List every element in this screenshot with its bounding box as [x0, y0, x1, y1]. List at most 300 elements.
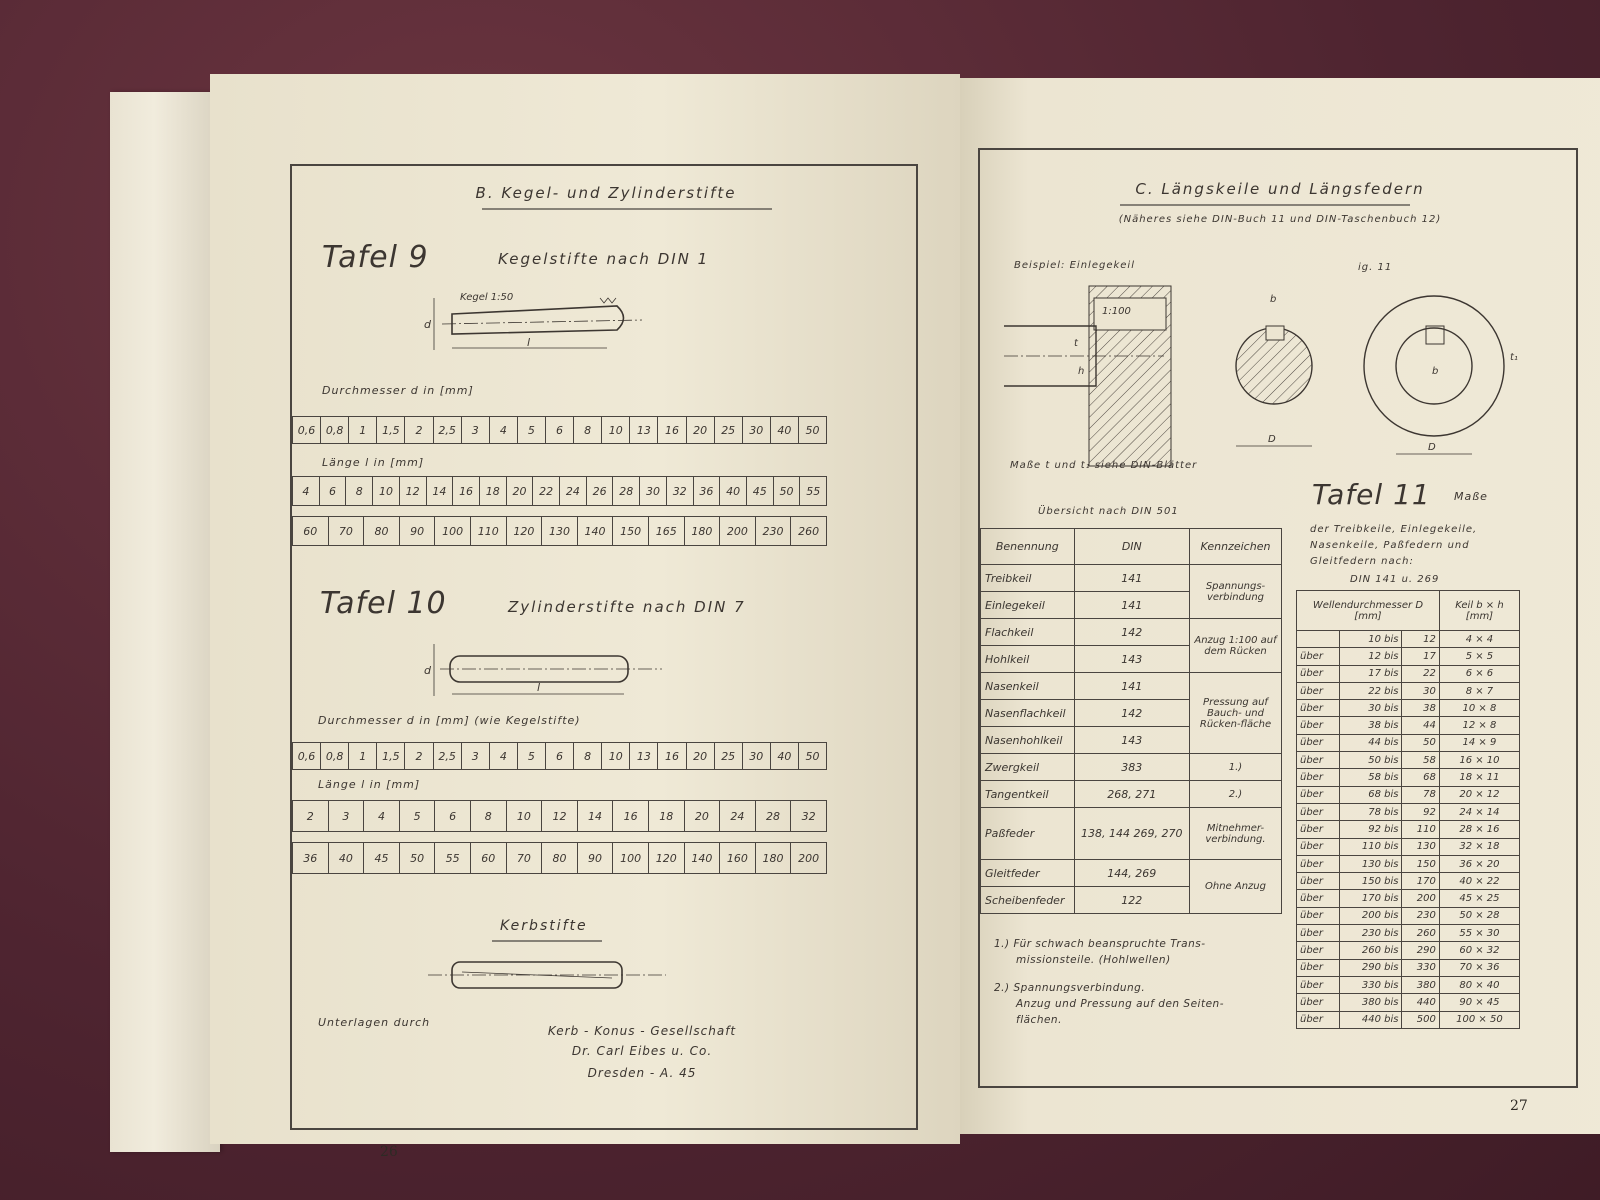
keil-table-cell: über: [1297, 682, 1340, 699]
tafel10-subtitle: Zylinderstifte nach DIN 7: [508, 598, 746, 616]
keil-table-cell: 60 × 32: [1439, 942, 1519, 959]
size-cell: 10: [602, 743, 630, 769]
section-title-b: B. Kegel- und Zylinderstifte: [475, 184, 737, 202]
size-cell: 110: [471, 517, 507, 545]
keil-table-cell: 38: [1402, 700, 1439, 717]
keil-table-cell: 68 bis: [1339, 786, 1402, 803]
keil-table-cell: 290: [1402, 942, 1439, 959]
example-label: Beispiel: Einlegekeil: [1014, 260, 1135, 271]
keil-table-cell: 16 × 10: [1439, 752, 1519, 769]
keil-table-row: [1297, 717, 1520, 734]
size-cell: 2,5: [434, 417, 462, 443]
din-benennung-cell: Einlegekeil: [981, 592, 1075, 619]
keil-table-cell: 32 × 18: [1439, 838, 1519, 855]
keil-table-cell: 150: [1402, 855, 1439, 872]
keil-table-row: [1297, 925, 1520, 942]
size-cell: 100: [613, 843, 649, 873]
right-page-frame: [978, 148, 1578, 1088]
page-stack-edge: [110, 92, 220, 1152]
keil-table-cell: 22: [1402, 665, 1439, 682]
keil-table-row: [1297, 665, 1520, 682]
keil-table-cell: 8 × 7: [1439, 682, 1519, 699]
page-number-right: 27: [1510, 1098, 1528, 1114]
kegelstift-drawing: [412, 284, 652, 364]
keil-table-cell: 18 × 11: [1439, 769, 1519, 786]
din-kennzeichen-cell: Pressung auf Bauch- und Rücken-fläche: [1190, 673, 1282, 754]
din-kennzeichen-cell: 1.): [1190, 754, 1282, 781]
size-cell: 3: [462, 417, 490, 443]
einlegekeil-drawing: [1004, 276, 1564, 476]
din-benennung-cell: Nasenkeil: [981, 673, 1075, 700]
keil-table-cell: 330 bis: [1339, 976, 1402, 993]
keil-table-row: [1297, 873, 1520, 890]
size-cell: 8: [574, 417, 602, 443]
keil-table-cell: 78 bis: [1339, 803, 1402, 820]
tafel9-label: Tafel 9: [322, 240, 429, 275]
size-cell: 8: [574, 743, 602, 769]
din-benennung-cell: Paßfeder: [981, 808, 1075, 860]
size-cell: 32: [801, 809, 816, 823]
keil-table-row: [1297, 976, 1520, 993]
size-cell: 12: [542, 801, 578, 831]
size-cell: 28: [613, 477, 640, 505]
keil-table-cell: 58 bis: [1339, 769, 1402, 786]
din-table-row: [981, 673, 1282, 700]
keil-table-cell: 10 × 8: [1439, 700, 1519, 717]
size-cell: 1: [349, 417, 377, 443]
din-number-cell: 141: [1074, 673, 1189, 700]
size-cell: 24: [720, 801, 756, 831]
keil-table-cell: 40 × 22: [1439, 873, 1519, 890]
din-table-row: [981, 754, 1282, 781]
size-cell: 32: [667, 477, 694, 505]
keil-table-row: [1297, 700, 1520, 717]
left-page-frame: [290, 164, 918, 1130]
keil-table-cell: 68: [1402, 769, 1439, 786]
keil-table-cell: 150 bis: [1339, 873, 1402, 890]
dim-t1-label: t₁: [1510, 352, 1518, 363]
company-line-1: Kerb - Konus - Gesellschaft: [547, 1024, 737, 1038]
keil-table-cell: über: [1297, 873, 1340, 890]
keil-table-cell: 170 bis: [1339, 890, 1402, 907]
keil-table-cell: 24 × 14: [1439, 803, 1519, 820]
size-cell: 55: [806, 484, 821, 498]
tafel9-subtitle: Kegelstifte nach DIN 1: [498, 250, 710, 268]
open-book: [110, 52, 1550, 1162]
tafel9-length-caption: Länge l in [mm]: [322, 456, 425, 469]
din-benennung-cell: Zwergkeil: [981, 754, 1075, 781]
keil-table-row: [1297, 907, 1520, 924]
din-benennung-cell: Gleitfeder: [981, 860, 1075, 887]
keil-table-cell: über: [1297, 752, 1340, 769]
keil-table-cell: 17: [1402, 648, 1439, 665]
size-cell: 160: [720, 843, 756, 873]
size-cell: 70: [507, 843, 543, 873]
tafel10-length-caption: Länge l in [mm]: [318, 778, 421, 791]
keil-table-cell: 44: [1402, 717, 1439, 734]
size-cell: 80: [542, 843, 578, 873]
keil-table-cell: über: [1297, 838, 1340, 855]
keil-table-row: [1297, 855, 1520, 872]
keil-table-cell: 10 bis: [1339, 631, 1402, 648]
company-line-3: Dresden - A. 45: [587, 1066, 697, 1080]
keil-table-cell: über: [1297, 1011, 1340, 1028]
size-cell: 180: [756, 843, 792, 873]
keil-table-cell: 22 bis: [1339, 682, 1402, 699]
size-cell: 90: [578, 843, 614, 873]
tafel9-dim-l: l: [527, 336, 531, 349]
keil-table-cell: 45 × 25: [1439, 890, 1519, 907]
din-number-cell: 143: [1074, 727, 1189, 754]
keil-table-row: [1297, 734, 1520, 751]
din-number-cell: 141: [1074, 565, 1189, 592]
keil-table-cell: über: [1297, 803, 1340, 820]
keil-table-cell: 230 bis: [1339, 925, 1402, 942]
keil-table-row: [1297, 682, 1520, 699]
keil-table-row: [1297, 631, 1520, 648]
size-cell: 50: [805, 749, 820, 763]
din-number-cell: 268, 271: [1074, 781, 1189, 808]
size-cell: 0,8: [321, 743, 349, 769]
size-cell: 120: [649, 843, 685, 873]
keil-table-cell: 58: [1402, 752, 1439, 769]
din-table-header: DIN: [1074, 529, 1189, 565]
din-table-row: [981, 860, 1282, 887]
din-number-cell: 143: [1074, 646, 1189, 673]
keil-table-cell: 50: [1402, 734, 1439, 751]
keil-table-row: [1297, 838, 1520, 855]
tafel11-label: Tafel 11: [1312, 478, 1431, 511]
keil-table-cell: 200 bis: [1339, 907, 1402, 924]
size-cell: 5: [518, 417, 546, 443]
dim-d-label-1: D: [1268, 434, 1276, 445]
zylinderstift-drawing: [412, 636, 672, 706]
section-subtitle-c: (Näheres siehe DIN-Buch 11 und DIN-Taschenbuch 12): [1118, 214, 1442, 225]
tafel10-diameter-row: [292, 742, 827, 770]
taper-label: 1:100: [1102, 306, 1131, 317]
footnote-1-line-2: missionsteile. (Hohlwellen): [1016, 954, 1171, 966]
size-cell: 6: [546, 417, 574, 443]
keil-table-row: [1297, 959, 1520, 976]
size-cell: 28: [756, 801, 792, 831]
keil-table-cell: über: [1297, 890, 1340, 907]
keil-table-cell: 80 × 40: [1439, 976, 1519, 993]
tafel10-dim-d: d: [424, 664, 431, 677]
dim-b-label-2: b: [1432, 366, 1439, 377]
keil-table-cell: über: [1297, 821, 1340, 838]
keil-table-cell: 110 bis: [1339, 838, 1402, 855]
footnote-2-line-2: Anzug und Pressung auf den Seiten-: [1016, 998, 1224, 1010]
tafel9-dim-d: d: [424, 318, 431, 331]
dim-t-label: t: [1074, 338, 1078, 349]
din-benennung-cell: Flachkeil: [981, 619, 1075, 646]
size-cell: 25: [715, 743, 743, 769]
size-cell: 30: [640, 477, 667, 505]
din-table-header: Kennzeichen: [1190, 529, 1282, 565]
size-cell: 260: [798, 524, 820, 538]
keil-table-row: [1297, 994, 1520, 1011]
keil-table-row: [1297, 821, 1520, 838]
title-underline-c: [1120, 202, 1410, 208]
dim-d-label-2: D: [1428, 442, 1436, 453]
tafel10-dim-l: l: [537, 681, 541, 694]
dim-b-label: b: [1270, 294, 1277, 305]
din-table-header: Benennung: [981, 529, 1075, 565]
size-cell: 30: [743, 417, 771, 443]
keil-table-cell: 30 bis: [1339, 700, 1402, 717]
tafel9-length-row-2: [292, 516, 827, 546]
tafel10-length-row-2: [292, 842, 827, 874]
size-cell: 25: [715, 417, 743, 443]
din-table-row: [981, 808, 1282, 860]
keil-table-cell: 12: [1402, 631, 1439, 648]
din-kennzeichen-cell: 2.): [1190, 781, 1282, 808]
tafel11-masse: Maße: [1454, 490, 1488, 503]
size-cell: 6: [320, 477, 347, 505]
keil-table-cell: über: [1297, 994, 1340, 1011]
keil-table-cell: 170: [1402, 873, 1439, 890]
keil-table-cell: über: [1297, 907, 1340, 924]
size-cell: 45: [364, 843, 400, 873]
size-cell: 16: [453, 477, 480, 505]
size-cell: 26: [587, 477, 614, 505]
keil-table-cell: über: [1297, 925, 1340, 942]
keil-table-cell: 260: [1402, 925, 1439, 942]
keil-table-cell: 110: [1402, 821, 1439, 838]
keil-table-cell: 200: [1402, 890, 1439, 907]
keil-table-cell: über: [1297, 648, 1340, 665]
keil-table-header-wellen: Wellendurchmesser D [mm]: [1297, 591, 1440, 631]
size-cell: 16: [613, 801, 649, 831]
keil-table-cell: über: [1297, 959, 1340, 976]
keil-table-cell: 6 × 6: [1439, 665, 1519, 682]
size-cell: 2: [405, 743, 433, 769]
size-cell: 36: [694, 477, 721, 505]
keil-table-row: [1297, 803, 1520, 820]
size-cell: 16: [658, 743, 686, 769]
size-cell: 5: [400, 801, 436, 831]
size-cell: 4: [364, 801, 400, 831]
size-cell: 10: [507, 801, 543, 831]
din-number-cell: 122: [1074, 887, 1189, 914]
tafel9-length-row-1: [292, 476, 827, 506]
size-cell: 8: [346, 477, 373, 505]
keil-table-cell: 38 bis: [1339, 717, 1402, 734]
right-page: [960, 78, 1600, 1134]
din-number-cell: 144, 269: [1074, 860, 1189, 887]
keil-table-cell: 70 × 36: [1439, 959, 1519, 976]
size-cell: 14: [427, 477, 454, 505]
keil-table-row: [1297, 752, 1520, 769]
size-cell: 130: [542, 517, 578, 545]
keil-table-cell: 36 × 20: [1439, 855, 1519, 872]
keil-table-cell: über: [1297, 665, 1340, 682]
size-cell: 13: [630, 743, 658, 769]
size-cell: 40: [720, 477, 747, 505]
size-cell: 40: [329, 843, 365, 873]
size-cell: 12: [400, 477, 427, 505]
size-cell: 140: [685, 843, 721, 873]
size-cell: 22: [533, 477, 560, 505]
keil-table-cell: 20 × 12: [1439, 786, 1519, 803]
size-cell: 60: [471, 843, 507, 873]
size-cell: 24: [560, 477, 587, 505]
kegel-ratio-label: Kegel 1:50: [460, 292, 514, 303]
size-cell: 0,8: [321, 417, 349, 443]
keil-table-row: [1297, 1011, 1520, 1028]
din-kennzeichen-cell: Ohne Anzug: [1190, 860, 1282, 914]
keil-table-cell: 78: [1402, 786, 1439, 803]
keil-table-cell: 55 × 30: [1439, 925, 1519, 942]
keil-table-cell: 100 × 50: [1439, 1011, 1519, 1028]
din-kennzeichen-cell: Anzug 1:100 auf dem Rücken: [1190, 619, 1282, 673]
keil-table-cell: über: [1297, 942, 1340, 959]
keil-table-cell: über: [1297, 786, 1340, 803]
keil-table-cell: 50 × 28: [1439, 907, 1519, 924]
tafel11-din-ref: DIN 141 u. 269: [1350, 574, 1440, 585]
size-cell: 50: [805, 423, 820, 437]
keil-table-cell: über: [1297, 700, 1340, 717]
size-cell: 4: [490, 743, 518, 769]
dim-h-label: h: [1078, 366, 1085, 377]
company-line-2: Dr. Carl Eibes u. Co.: [571, 1044, 713, 1058]
left-page: [210, 74, 960, 1160]
size-cell: 40: [771, 417, 799, 443]
masse-note: Maße t und t₁ siehe DIN-Blätter: [1010, 460, 1198, 471]
size-cell: 5: [518, 743, 546, 769]
size-cell: 4: [293, 477, 320, 505]
size-cell: 16: [658, 417, 686, 443]
keil-table-cell: 130: [1402, 838, 1439, 855]
tafel10-diameter-caption: Durchmesser d in [mm] (wie Kegelstifte): [318, 714, 581, 727]
size-cell: 1,5: [377, 417, 405, 443]
size-cell: 10: [373, 477, 400, 505]
size-cell: 3: [462, 743, 490, 769]
size-cell: 200: [798, 851, 820, 865]
din-kennzeichen-cell: Spannungs-verbindung: [1190, 565, 1282, 619]
size-cell: 18: [649, 801, 685, 831]
tafel11-description: der Treibkeile, Einlegekeile, Nasenkeile, Paßfedern und Gleitfedern nach:: [1310, 524, 1478, 567]
keil-table-cell: 330: [1402, 959, 1439, 976]
size-cell: 20: [687, 417, 715, 443]
keil-table-cell: 92 bis: [1339, 821, 1402, 838]
keil-table-cell: 92: [1402, 803, 1439, 820]
size-cell: 10: [602, 417, 630, 443]
size-cell: 165: [649, 517, 685, 545]
page-number-left: 26: [380, 1144, 398, 1160]
size-cell: 50: [774, 477, 801, 505]
size-cell: 0,6: [293, 417, 321, 443]
keil-table-cell: über: [1297, 976, 1340, 993]
size-cell: 20: [687, 743, 715, 769]
din-benennung-cell: Hohlkeil: [981, 646, 1075, 673]
keil-table-cell: 12 × 8: [1439, 717, 1519, 734]
size-cell: 180: [685, 517, 721, 545]
size-cell: 150: [613, 517, 649, 545]
size-cell: 0,6: [293, 743, 321, 769]
din-benennung-cell: Tangentkeil: [981, 781, 1075, 808]
din-number-cell: 142: [1074, 619, 1189, 646]
fig-label: ig. 11: [1358, 262, 1393, 273]
kerbstifte-title: Kerbstifte: [500, 918, 588, 934]
keil-table-cell: 12 bis: [1339, 648, 1402, 665]
tafel11-table: [1296, 590, 1520, 1029]
keil-table-cell: 30: [1402, 682, 1439, 699]
title-underline: [482, 206, 772, 212]
size-cell: 55: [435, 843, 471, 873]
keil-table-cell: 17 bis: [1339, 665, 1402, 682]
size-cell: 4: [490, 417, 518, 443]
din-number-cell: 141: [1074, 592, 1189, 619]
kerbstift-drawing: [422, 956, 672, 996]
keil-table-row: [1297, 942, 1520, 959]
keil-table-cell: 4 × 4: [1439, 631, 1519, 648]
din-number-cell: 138, 144 269, 270: [1074, 808, 1189, 860]
size-cell: 120: [507, 517, 543, 545]
size-cell: 90: [400, 517, 436, 545]
din-benennung-cell: Treibkeil: [981, 565, 1075, 592]
din-number-cell: 142: [1074, 700, 1189, 727]
keil-table-row: [1297, 769, 1520, 786]
size-cell: 8: [471, 801, 507, 831]
din-benennung-cell: Nasenhohlkeil: [981, 727, 1075, 754]
keil-table-cell: 130 bis: [1339, 855, 1402, 872]
keil-table-row: [1297, 786, 1520, 803]
keil-table-cell: 90 × 45: [1439, 994, 1519, 1011]
size-cell: 20: [685, 801, 721, 831]
din-kennzeichen-cell: Mitnehmer-verbindung.: [1190, 808, 1282, 860]
size-cell: 230: [756, 517, 792, 545]
size-cell: 40: [771, 743, 799, 769]
keil-table-row: [1297, 890, 1520, 907]
overview-caption: Übersicht nach DIN 501: [1038, 506, 1179, 517]
size-cell: 80: [364, 517, 400, 545]
size-cell: 200: [720, 517, 756, 545]
keil-table-cell: 44 bis: [1339, 734, 1402, 751]
keil-table-cell: über: [1297, 734, 1340, 751]
size-cell: 18: [480, 477, 507, 505]
keil-table-cell: 290 bis: [1339, 959, 1402, 976]
keil-table-header-keil: Keil b × h [mm]: [1439, 591, 1519, 631]
footnote-2-line-3: flächen.: [1016, 1014, 1062, 1026]
kerbstifte-underline: [492, 938, 602, 944]
size-cell: 36: [293, 843, 329, 873]
size-cell: 2: [293, 801, 329, 831]
din-number-cell: 383: [1074, 754, 1189, 781]
size-cell: 1,5: [377, 743, 405, 769]
size-cell: 6: [546, 743, 574, 769]
size-cell: 2,5: [434, 743, 462, 769]
keil-table-cell: 500: [1402, 1011, 1439, 1028]
size-cell: 1: [349, 743, 377, 769]
keil-table-cell: 260 bis: [1339, 942, 1402, 959]
size-cell: 20: [507, 477, 534, 505]
keil-table-cell: 230: [1402, 907, 1439, 924]
keil-table-cell: 50 bis: [1339, 752, 1402, 769]
size-cell: 30: [743, 743, 771, 769]
keil-table-cell: 5 × 5: [1439, 648, 1519, 665]
keil-table-cell: 380: [1402, 976, 1439, 993]
size-cell: 2: [405, 417, 433, 443]
keil-table-cell: 380 bis: [1339, 994, 1402, 1011]
size-cell: 100: [435, 517, 471, 545]
size-cell: 14: [578, 801, 614, 831]
size-cell: 60: [293, 517, 329, 545]
tafel9-diameter-caption: Durchmesser d in [mm]: [322, 384, 474, 397]
size-cell: 140: [578, 517, 614, 545]
footnote-1-line-1: 1.) Für schwach beanspruchte Trans-: [994, 938, 1206, 950]
keil-table-cell: 14 × 9: [1439, 734, 1519, 751]
